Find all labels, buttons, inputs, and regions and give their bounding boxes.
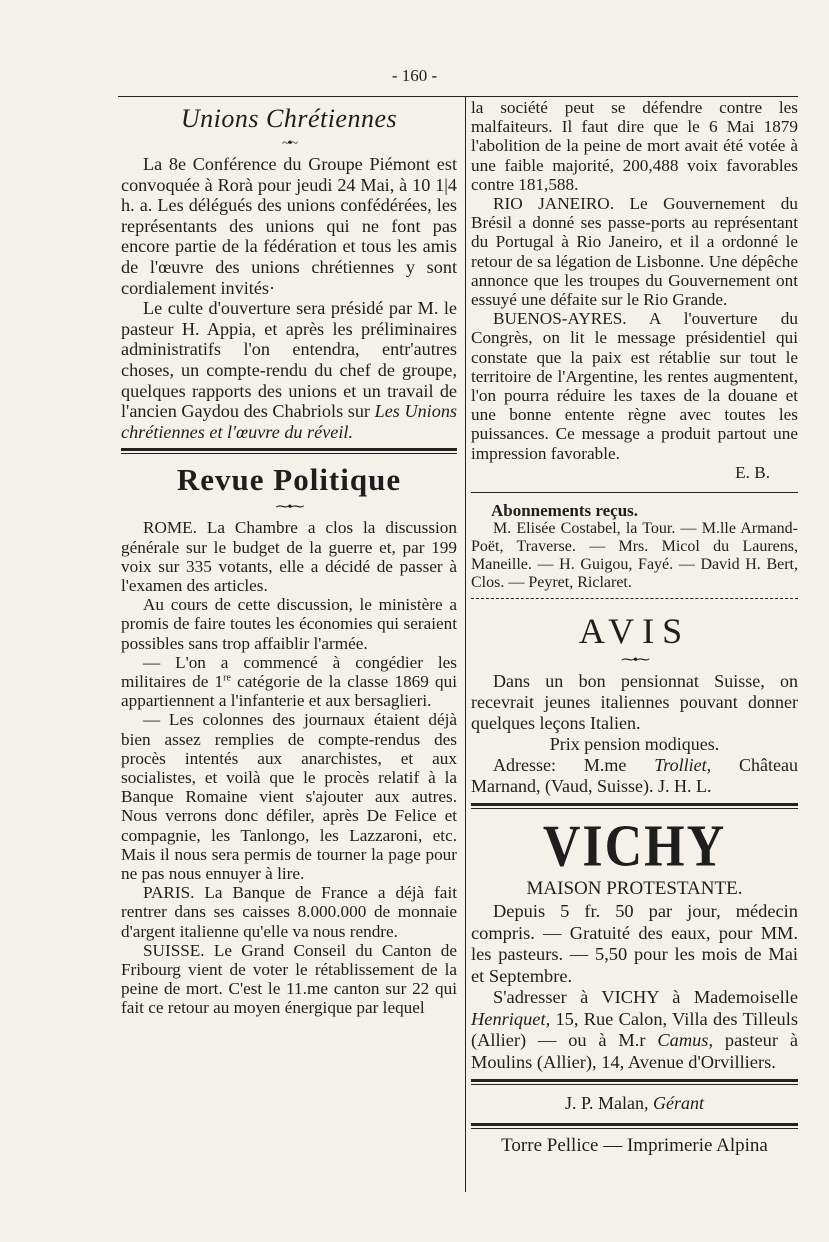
vichy-paragraph-2 bbox=[471, 987, 798, 1073]
conge-text-b: catégorie de la classe 1869 qui appartiennent a l'infanterie et aux bersaglieri. bbox=[121, 671, 457, 711]
vichy-heading: VICHY bbox=[542, 813, 727, 880]
vichy-paragraph-1: Depuis 5 fr. 50 par jour, médecin compris. — Gratuité des eaux, pour MM. les pasteurs. — 5,50 pour les mois de Mai et Septembre. bbox=[471, 901, 798, 986]
colonnes-paragraph: — Les colonnes des journaux étaient déjà bien assez remplies de compte-rendus des procès intentés aux anarchistes, et aux socialistes, et voilà que le procès relatif à la Banque Romaine vient s'ajouter aux autres. Nous verrons donc défiler, après De Felice et compagnie, les Tanlongo, les Lazzaroni, etc. Mais il nous sera permis de tourner la page pour ne pas nous ennuyer à lire. bbox=[121, 710, 457, 883]
ornament-divider: ⁓•⁓ bbox=[275, 500, 303, 516]
conge-paragraph bbox=[121, 653, 457, 711]
right-column bbox=[471, 98, 798, 1159]
section-rule bbox=[471, 492, 798, 493]
left-column bbox=[121, 100, 457, 1018]
avis-notice bbox=[471, 671, 798, 797]
avis-address-name: Trolliet, bbox=[654, 755, 712, 776]
revue-heading: Revue Politique bbox=[176, 462, 402, 498]
section-rule bbox=[471, 803, 798, 809]
avis-address-a: Adresse: M.me bbox=[493, 755, 655, 776]
column-divider bbox=[465, 97, 466, 1192]
ornament-divider: ~•~ bbox=[281, 136, 297, 151]
section-rule bbox=[471, 1123, 798, 1129]
dashed-rule bbox=[471, 598, 798, 599]
abonnements-list: M. Elisée Costabel, la Tour. — M.lle Armand-Poët, Traverse. — Mrs. Micol du Laurens, Maneille. — H. Guigou, Fayé. — David H. Bert, Clos. — Peyret, Riclaret. bbox=[471, 520, 798, 592]
gerant-line bbox=[471, 1089, 798, 1117]
conge-text-a: — L'on a commencé à congédier les militaires de 1 bbox=[121, 652, 457, 691]
gerant-name: J. P. Malan, bbox=[564, 1093, 649, 1114]
avis-body: Dans un bon pensionnat Suisse, on recevrait jeunes italiennes pouvant donner quelques leçons Italien. bbox=[471, 671, 798, 734]
gerant-title: Gérant bbox=[653, 1093, 704, 1114]
section-rule bbox=[121, 448, 457, 454]
unions-p2-title: Les Unions chrétiennes et l'œuvre du réveil. bbox=[121, 401, 457, 442]
avis-address-b: Château Marnand, (Vaud, Suisse). J. H. L. bbox=[471, 755, 798, 797]
signature: E. B. bbox=[735, 462, 770, 482]
conge-superscript: re bbox=[223, 672, 231, 684]
vichy-ad bbox=[471, 901, 798, 1073]
avis-address bbox=[471, 755, 798, 797]
continuation-paragraph: la société peut se défendre contre les malfaiteurs. Il faut dire que le 6 Mai 1879 l'abolition de la peine de mort avait été votée à une faible majorité, 200,488 voix favorables contre 181,588. bbox=[471, 98, 798, 194]
unions-article bbox=[121, 154, 457, 442]
avis-heading: AVIS bbox=[578, 611, 691, 652]
vichy-subheading: MAISON PROTESTANTE. bbox=[526, 878, 743, 900]
unions-paragraph-2 bbox=[121, 298, 457, 442]
ornament-divider: ⁓•⁓ bbox=[621, 653, 648, 669]
rio-paragraph: RIO JANEIRO. Le Gouvernement du Brésil a donné ses passe-ports au représentant du Portugal à Rio Janeiro, et il a ordonné le retour de sa légation de Lisbonne. Une dépêche annonce que les troupes du Gouvernement ont essuyé une défaite sur le Rio Grande. bbox=[471, 194, 798, 310]
suisse-paragraph: SUISSE. Le Grand Conseil du Canton de Fribourg vient de voter le rétablissement de la peine de mort. C'est le 11.me canton sur 22 qui fait ce retour au moyen énergique par lequel bbox=[121, 940, 457, 1018]
vichy-p2-c: pasteur à Moulins (Allier), 14, Avenue d'Orvilliers. bbox=[471, 1030, 799, 1072]
unions-paragraph-1: La 8e Conférence du Groupe Piémont est convoquée à Rorà pour jeudi 24 Mai, à 10 1|4 h. a. Les délégués des unions confédérées, les représentants des unions qui ne font pas encore partie de la fédération et tous les amis de l'œuvre des unions chrétiennes y sont cordialement invités· bbox=[121, 154, 457, 298]
unions-p2-text: Le culte d'ouverture sera présidé par M. le pasteur H. Appia, et après les préliminaires administratifs l'on entendra, entr'autres choses, un compte-rendu du chef de groupe, quelques rapports des unions et un travail de l'ancien Gaydou des Chabriols sur bbox=[121, 298, 457, 422]
cours-paragraph: Au cours de cette discussion, le ministère a promis de faire toutes les économies qui seraient possibles sans trop affaiblir l'armée. bbox=[121, 595, 457, 653]
vichy-p2-name1: Henriquet, bbox=[471, 1008, 551, 1029]
header-rule bbox=[118, 96, 798, 97]
unions-heading: Unions Chrétiennes bbox=[180, 104, 398, 133]
vichy-p2-a: S'adresser à VICHY à Mademoiselle bbox=[493, 987, 798, 1008]
abonnements-heading: Abonnements reçus. bbox=[491, 501, 639, 521]
section-rule bbox=[471, 1079, 798, 1085]
paris-paragraph: PARIS. La Banque de France a déjà fait rentrer dans ses caisses 8.000.000 de monnaie d'argent italienne qu'elle va nous rendre. bbox=[121, 883, 457, 941]
buenos-paragraph: BUENOS-AYRES. A l'ouverture du Congrès, on lit le message présidentiel qui constate que la paix est rétablie sur tout le territoire de l'Argentine, les rentes augmentent, l'on pourra réduire les taxes de la douane et une bonne entente règne avec toutes les puissances. Ce message a produit partout une impression favorable. bbox=[471, 309, 798, 463]
rome-paragraph: ROME. La Chambre a clos la discussion générale sur le budget de la guerre et, par 199 voix sur 335 votants, elle a décidé de passer à l'examen des articles. bbox=[121, 518, 457, 595]
vichy-p2-name2: Camus, bbox=[657, 1030, 714, 1051]
imprimerie-line: Torre Pellice — Imprimerie Alpina bbox=[501, 1135, 768, 1157]
vichy-p2-b: 15, Rue Calon, Villa des Tilleuls (Allier) — ou à M.r bbox=[471, 1008, 798, 1051]
page-number: - 160 - bbox=[391, 66, 438, 85]
avis-price: Prix pension modiques. bbox=[549, 734, 720, 755]
